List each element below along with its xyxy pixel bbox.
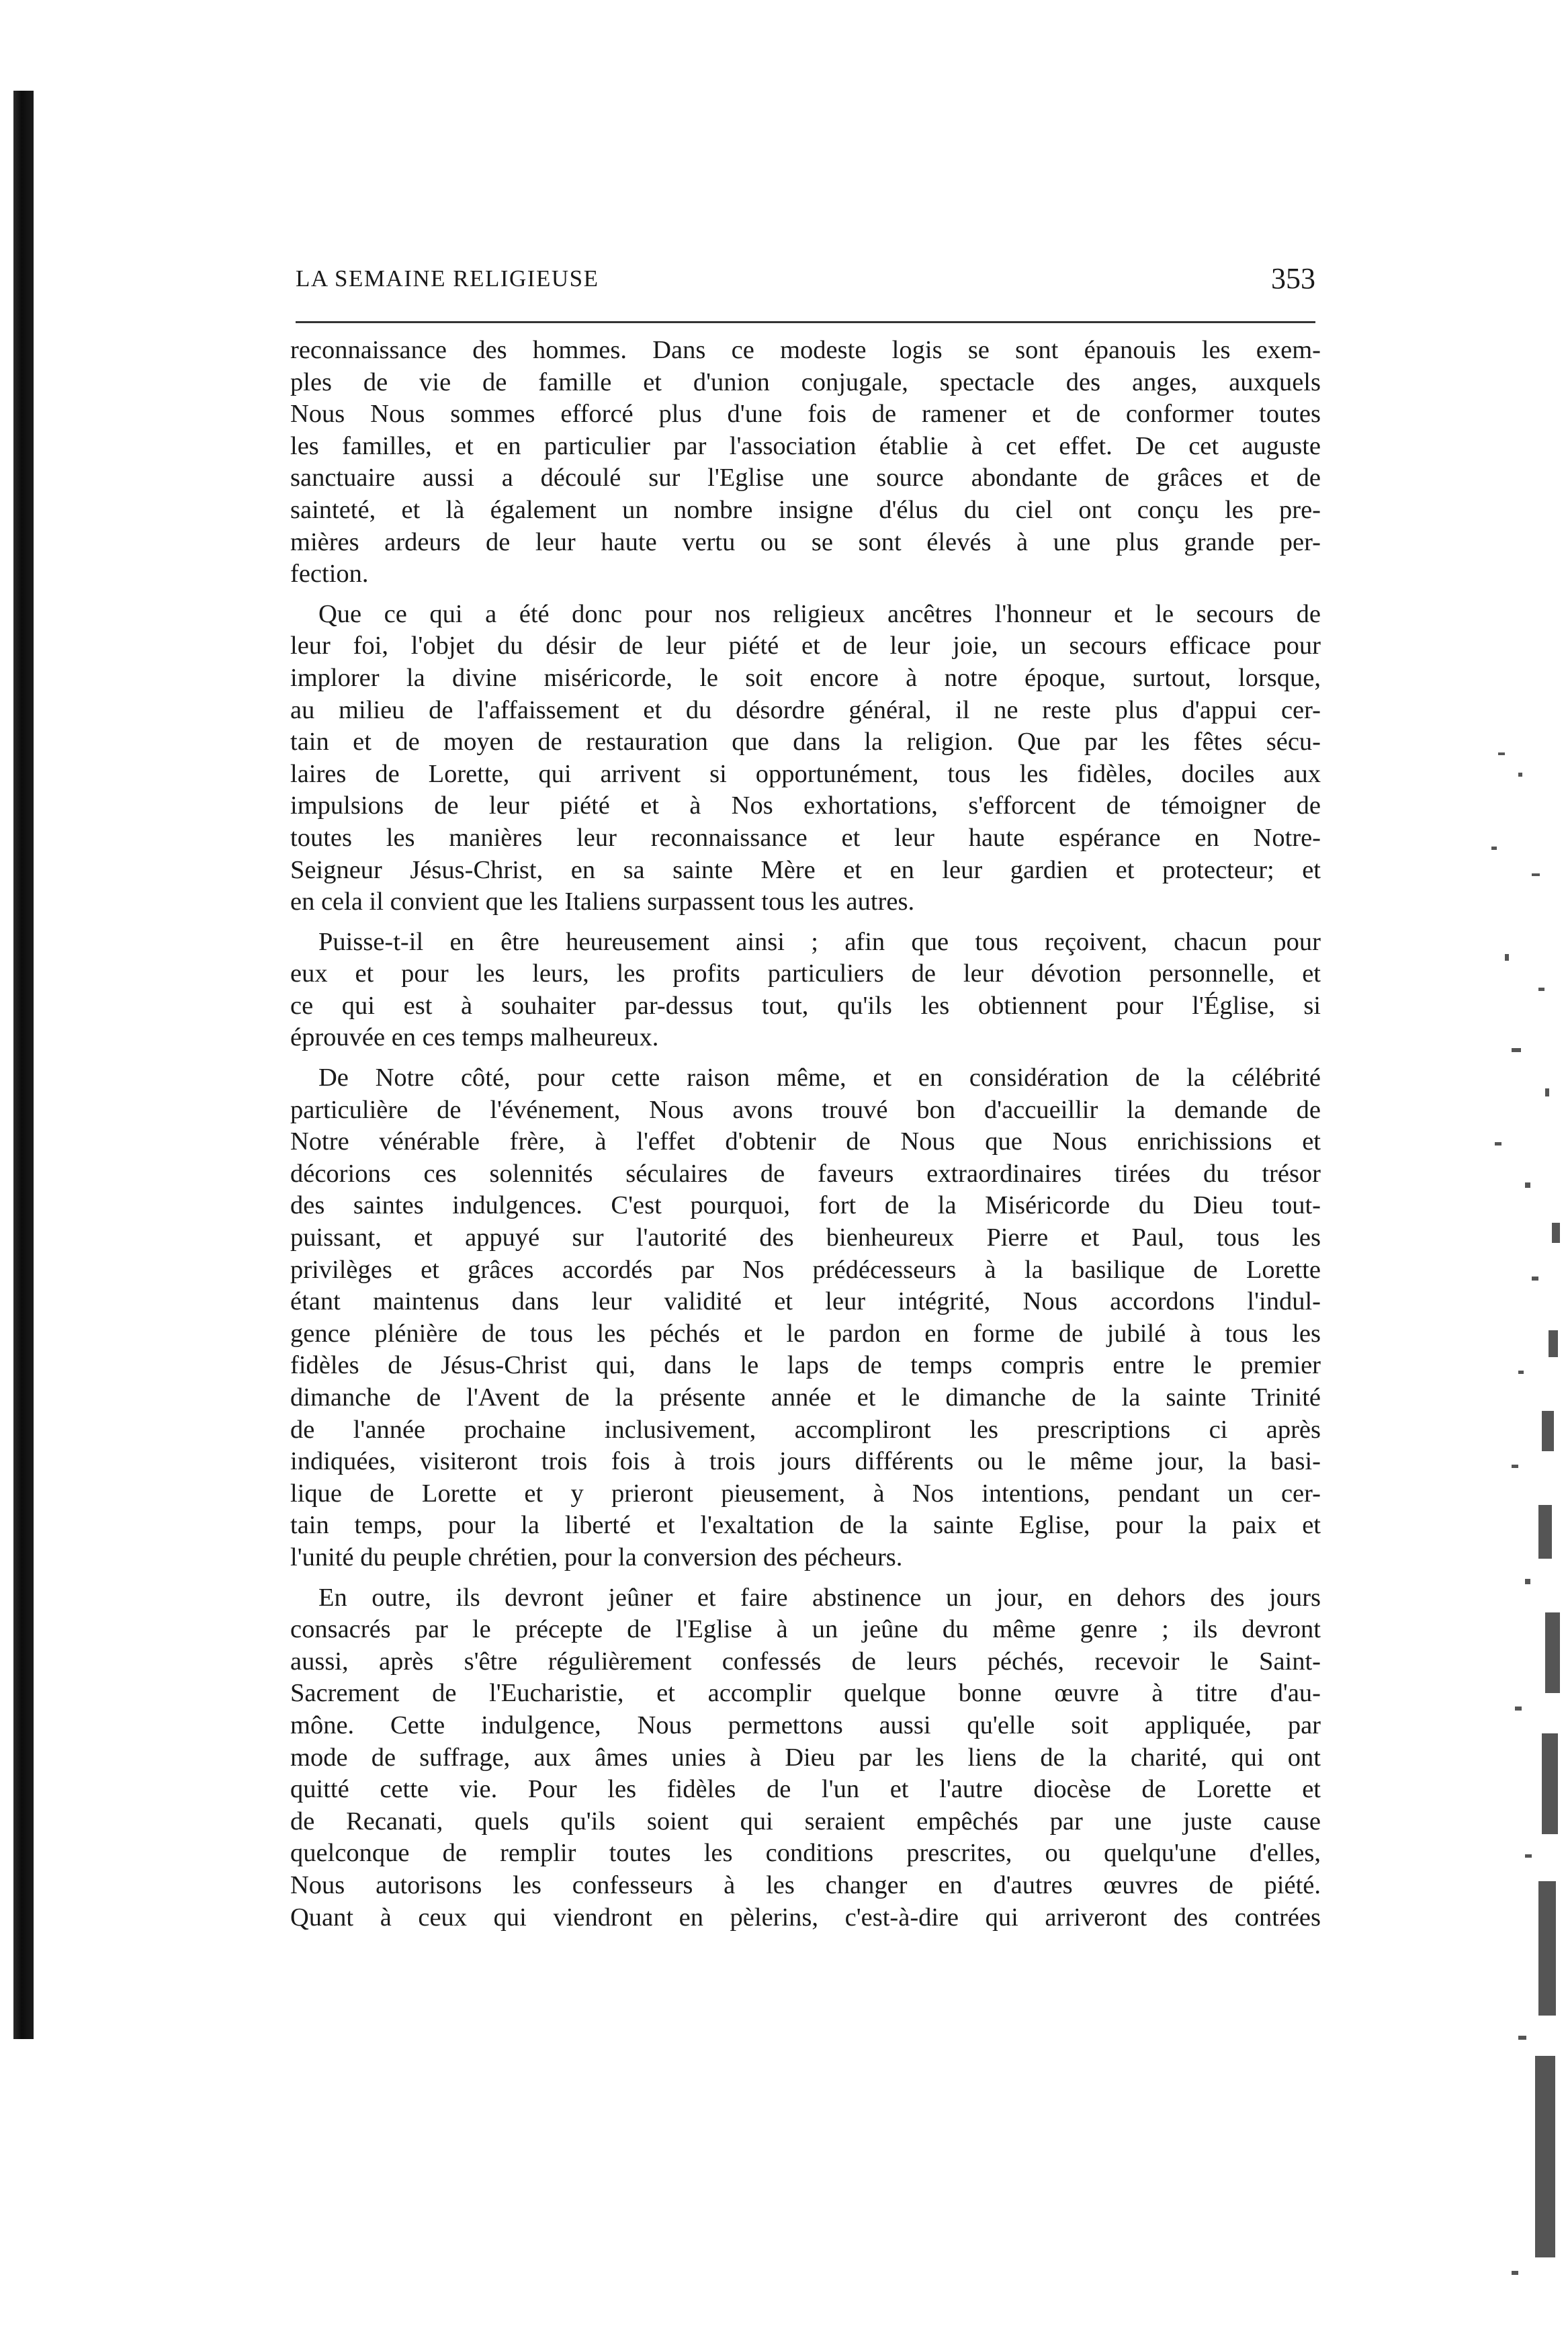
text-line: ce qui est à souhaiter par-dessus tout, qu'ils les obtiennent pour l'Église, si — [290, 991, 1321, 1020]
text-line: gence plénière de tous les péchés et le pardon en forme de jubilé à tous les — [290, 1319, 1321, 1348]
text-line: décorions ces solennités séculaires de faveurs extraordinaires tirées du trésor — [290, 1159, 1321, 1188]
header-rule — [296, 321, 1315, 323]
text-line: privilèges et grâces accordés par Nos prédécesseurs à la basilique de Lorette — [290, 1255, 1321, 1284]
page-number: 353 — [1271, 262, 1315, 295]
paragraph — [290, 335, 1321, 591]
text-line: reconnaissance des hommes. Dans ce modeste logis se sont épanouis les exem- — [290, 336, 1321, 364]
text-line: Que ce qui a été donc pour nos religieux ancêtres l'honneur et le secours de — [318, 599, 1321, 628]
text-line: lique de Lorette et y prieront pieusement, à Nos intentions, pendant un cer- — [290, 1479, 1321, 1508]
paragraph — [290, 926, 1321, 1054]
text-line: sainteté, et là également un nombre insigne d'élus du ciel ont conçu les pre- — [290, 495, 1321, 524]
text-line: au milieu de l'affaissement et du désordre général, il ne reste plus d'appui cer- — [290, 695, 1321, 724]
text-line: dimanche de l'Avent de la présente année et le dimanche de la sainte Trinité — [290, 1383, 1321, 1412]
text-line: fection. — [290, 560, 369, 589]
text-line: étant maintenus dans leur validité et leur intégrité, Nous accordons l'indul- — [290, 1287, 1321, 1316]
text-line: consacrés par le précepte de l'Eglise à un jeûne du même genre ; ils devront — [290, 1615, 1321, 1644]
text-line: tain et de moyen de restauration que dans la religion. Que par les fêtes sécu- — [290, 728, 1321, 757]
text-line: Seigneur Jésus-Christ, en sa sainte Mère et en leur gardien et protecteur; et — [290, 855, 1321, 884]
text-line: En outre, ils devront jeûner et faire abstinence un jour, en dehors des jours — [318, 1583, 1321, 1612]
text-line: tain temps, pour la liberté et l'exaltation de la sainte Eglise, pour la paix et — [290, 1511, 1321, 1540]
text-line: aussi, après s'être régulièrement confessés de leurs péchés, recevoir le Saint- — [290, 1647, 1321, 1676]
text-line: quelconque de remplir toutes les conditions prescrites, ou quelqu'une d'elles, — [290, 1839, 1321, 1868]
text-line: ples de vie de famille et d'union conjugale, spectacle des anges, auxquels — [290, 368, 1321, 396]
text-line: indiquées, visiteront trois fois à trois jours différents ou le même jour, la basi- — [290, 1447, 1321, 1476]
text-line: de Recanati, quels qu'ils soient qui seraient empêchés par une juste cause — [290, 1807, 1321, 1836]
running-title: LA SEMAINE RELIGIEUSE — [296, 265, 599, 292]
text-line: des saintes indulgences. C'est pourquoi, fort de la Miséricorde du Dieu tout- — [290, 1191, 1321, 1220]
text-line: toutes les manières leur reconnaissance et leur haute espérance en Notre- — [290, 823, 1321, 852]
text-line: Nous Nous sommes efforcé plus d'une fois de ramener et de conformer toutes — [290, 400, 1321, 429]
scan-binding-shadow — [13, 91, 34, 2039]
text-line: mode de suffrage, aux âmes unies à Dieu par les liens de la charité, qui ont — [290, 1743, 1321, 1772]
text-line: Puisse-t-il en être heureusement ainsi ; afin que tous reçoivent, chacun pour — [318, 927, 1321, 956]
paragraph — [290, 1582, 1321, 1934]
text-line: De Notre côté, pour cette raison même, et en considération de la célébrité — [318, 1064, 1321, 1092]
text-line: de l'année prochaine inclusivement, accompliront les prescriptions ci après — [290, 1415, 1321, 1444]
text-line: Nous autorisons les confesseurs à les changer en d'autres œuvres de piété. — [290, 1870, 1321, 1899]
page-header — [0, 259, 1315, 309]
text-line: impulsions de leur piété et à Nos exhortations, s'efforcent de témoigner de — [290, 791, 1321, 820]
text-line: fidèles de Jésus-Christ qui, dans le laps de temps compris entre le premier — [290, 1351, 1321, 1380]
text-line: sanctuaire aussi a découlé sur l'Eglise une source abondante de grâces et de — [290, 464, 1321, 492]
text-line: Notre vénérable frère, à l'effet d'obtenir de Nous que Nous enrichissions et — [290, 1127, 1321, 1156]
text-line: quitté cette vie. Pour les fidèles de l'un et l'autre diocèse de Lorette et — [290, 1775, 1321, 1804]
text-line: laires de Lorette, qui arrivent si opportunément, tous les fidèles, dociles aux — [290, 759, 1321, 788]
text-line: puissant, et appuyé sur l'autorité des bienheureux Pierre et Paul, tous les — [290, 1223, 1321, 1252]
text-line: implorer la divine miséricorde, le soit encore à notre époque, surtout, lorsque, — [290, 663, 1321, 692]
text-line: eux et pour les leurs, les profits particuliers de leur dévotion personnelle, et — [290, 959, 1321, 988]
text-line: en cela il convient que les Italiens surpassent tous les autres. — [290, 888, 915, 916]
text-line: particulière de l'événement, Nous avons trouvé bon d'accueillir la demande de — [290, 1095, 1321, 1124]
text-line: Sacrement de l'Eucharistie, et accomplir quelque bonne œuvre à titre d'au- — [290, 1679, 1321, 1708]
text-line: leur foi, l'objet du désir de leur piété et de leur joie, un secours efficace pour — [290, 632, 1321, 660]
text-line: mône. Cette indulgence, Nous permettons aussi qu'elle soit appliquée, par — [290, 1711, 1321, 1739]
text-line: éprouvée en ces temps malheureux. — [290, 1023, 659, 1052]
paragraph — [290, 599, 1321, 918]
text-line: Quant à ceux qui viendront en pèlerins, c'est-à-dire qui arriveront des contrées — [290, 1903, 1321, 1932]
scan-margin-noise — [1431, 672, 1565, 2318]
text-line: les familles, et en particulier par l'association établie à cet effet. De cet auguste — [290, 431, 1321, 460]
body-text — [290, 335, 1321, 1934]
text-line: mières ardeurs de leur haute vertu ou se sont élevés à une plus grande per- — [290, 527, 1321, 556]
paragraph — [290, 1062, 1321, 1574]
text-line: l'unité du peuple chrétien, pour la conversion des pécheurs. — [290, 1543, 903, 1571]
